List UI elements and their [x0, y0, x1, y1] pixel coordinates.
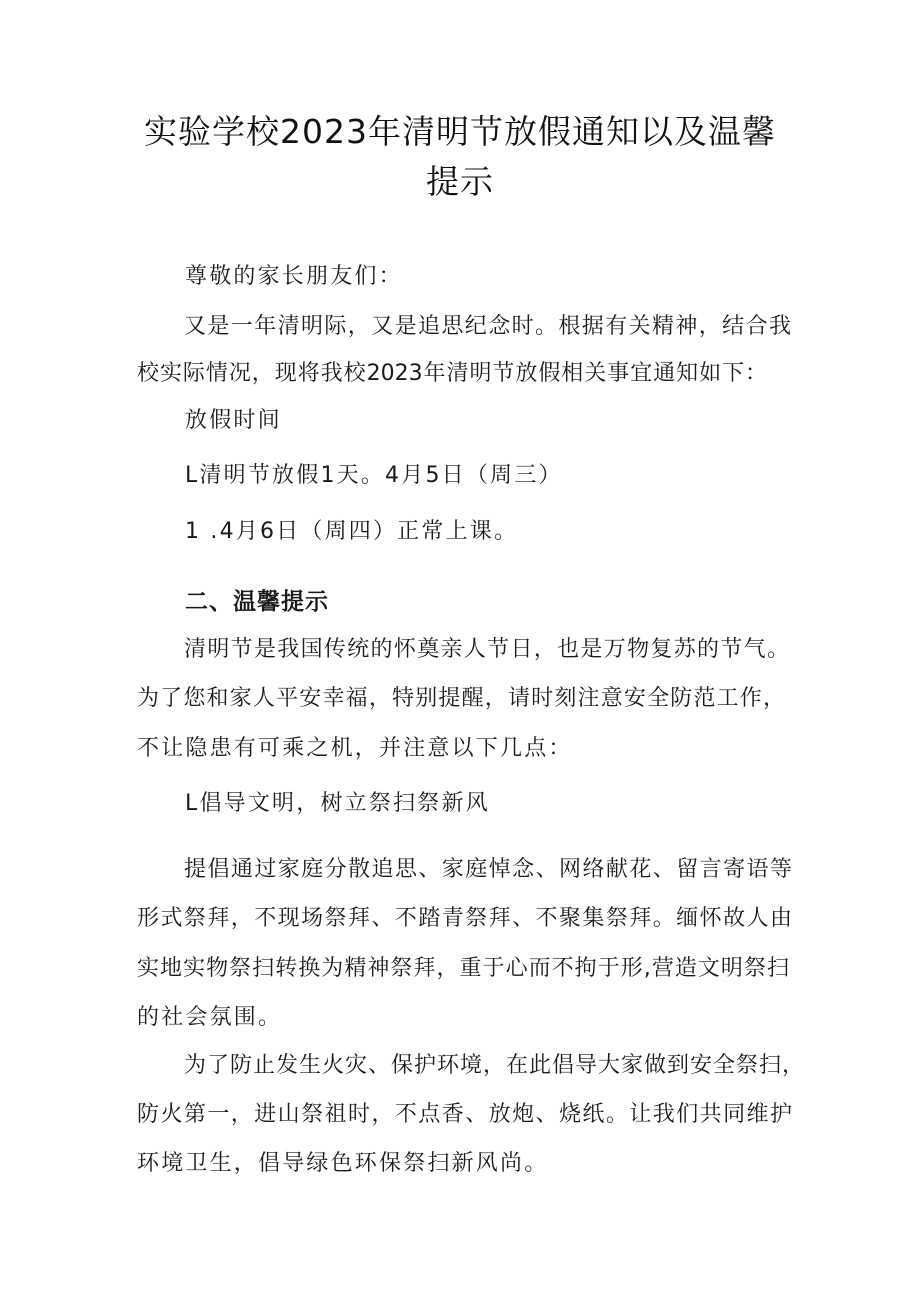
tip-1-paragraph-2-line-1: 为了防止发生火灾、保护环境，在此倡导大家做到安全祭扫，: [184, 1053, 804, 1078]
tips-heading: 二、温馨提示: [185, 589, 329, 615]
holiday-item-1: L清明节放假1天。4月5日（周三）: [185, 463, 563, 488]
holiday-heading: 放假时间: [185, 408, 282, 433]
tips-intro-line-2: 为了您和家人平安幸福，特别提醒，请时刻注意安全防范工作，: [137, 686, 785, 711]
tip-1-paragraph-2-line-2: 防火第一，进山祭祖时，不点香、放炮、烧纸。让我们共同维护: [137, 1102, 792, 1127]
tip-1-paragraph-1-line-2: 形式祭拜，不现场祭拜、不踏青祭拜、不聚集祭拜。缅怀故人由: [137, 906, 792, 931]
tip-1-paragraph-1-line-3: 实地实物祭扫转换为精神祭拜，重于心而不拘于形,营造文明祭扫: [137, 956, 789, 981]
document-title-line-1: 实验学校2023年清明节放假通知以及温馨: [144, 112, 776, 151]
tips-intro-line-1: 清明节是我国传统的怀奠亲人节日，也是万物复苏的节气。: [184, 637, 789, 662]
tip-1-paragraph-1-line-4: 的社会氛围。: [137, 1005, 283, 1030]
holiday-item-2: 1 .4月6日（周四）正常上课。: [185, 519, 519, 544]
tip-1-paragraph-2-line-3: 环境卫生，倡导绿色环保祭扫新风尚。: [137, 1151, 549, 1176]
tip-1-heading: L倡导文明，树立祭扫祭新风: [185, 791, 490, 816]
tips-intro-line-3: 不让隐患有可乘之机，并注意以下几点：: [137, 736, 573, 761]
tip-1-paragraph-1-line-1: 提倡通过家庭分散追思、家庭悼念、网络献花、留言寄语等: [184, 857, 792, 882]
greeting: 尊敬的家长朋友们：: [185, 264, 403, 289]
intro-line-1: 又是一年清明际，又是追思纪念时。根据有关精神，结合我: [184, 314, 791, 339]
document-title-line-2: 提示: [426, 162, 494, 201]
intro-line-2: 校实际情况，现将我校2023年清明节放假相关事宜通知如下：: [137, 361, 767, 386]
